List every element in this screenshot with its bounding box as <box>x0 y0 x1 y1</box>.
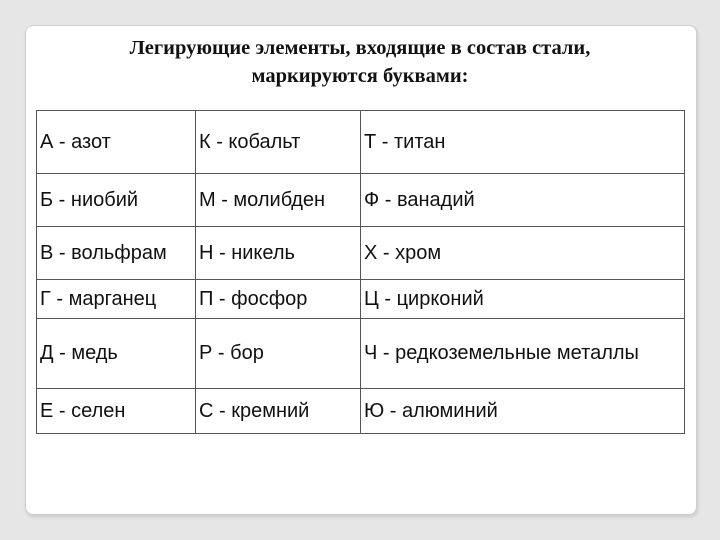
slide-title <box>0 34 720 90</box>
table-cell: Т - титан <box>361 111 685 174</box>
table-cell: С - кремний <box>196 389 361 434</box>
table-row <box>37 319 685 389</box>
table-row <box>37 111 685 174</box>
table-cell: Б - ниобий <box>37 174 196 227</box>
table-cell: Е - селен <box>37 389 196 434</box>
slide-title-line-2: маркируются буквами: <box>251 65 469 87</box>
table-row <box>37 280 685 319</box>
table-cell: А - азот <box>37 111 196 174</box>
table-cell: П - фосфор <box>196 280 361 319</box>
table-cell: К - кобальт <box>196 111 361 174</box>
table-cell: Ч - редкоземельные металлы <box>361 319 685 389</box>
table-cell: Ю - алюминий <box>361 389 685 434</box>
table-row <box>37 227 685 280</box>
alloying-elements-table <box>36 110 685 434</box>
table-cell: Х - хром <box>361 227 685 280</box>
table-cell: Р - бор <box>196 319 361 389</box>
table-cell: Д - медь <box>37 319 196 389</box>
table-cell: Н - никель <box>196 227 361 280</box>
table-cell: М - молибден <box>196 174 361 227</box>
table-row <box>37 174 685 227</box>
slide-title-line-1: Легирующие элементы, входящие в состав стали, <box>129 37 591 59</box>
table-cell: Ц - цирконий <box>361 280 685 319</box>
table-row <box>37 389 685 434</box>
table-cell: В - вольфрам <box>37 227 196 280</box>
table-cell: Ф - ванадий <box>361 174 685 227</box>
table-cell: Г - марганец <box>37 280 196 319</box>
